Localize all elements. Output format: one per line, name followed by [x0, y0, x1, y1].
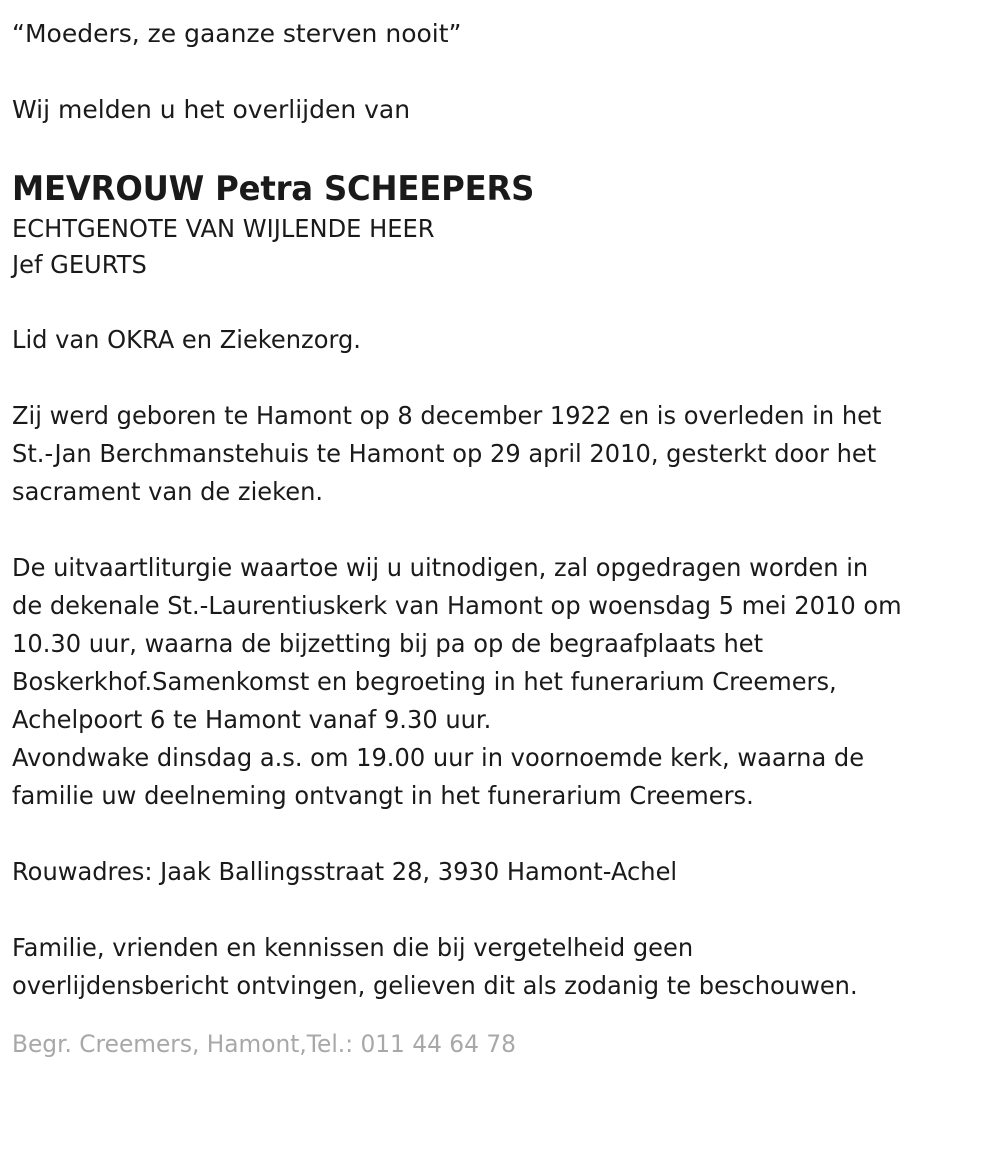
- service-line-1: De uitvaartliturgie waartoe wij u uitnodigen, zal opgedragen worden in: [12, 553, 869, 582]
- deceased-name: MEVROUW Petra SCHEEPERS: [12, 169, 535, 209]
- spacer: [12, 511, 988, 549]
- membership-line: Lid van OKRA en Ziekenzorg.: [12, 325, 361, 354]
- service-line-5: Achelpoort 6 te Hamont vanaf 9.30 uur.: [12, 705, 492, 734]
- service-line-2: de dekenale St.-Laurentiuskerk van Hamont op woensdag 5 mei 2010 om: [12, 591, 902, 620]
- mourning-address: Rouwadres: Jaak Ballingsstraat 28, 3930 Hamont-Achel: [12, 857, 678, 886]
- spacer: [12, 283, 988, 321]
- deceased-relation: ECHTGENOTE VAN WIJLENDE HEER: [12, 214, 435, 243]
- notice-line-1: Familie, vrienden en kennissen die bij vergetelheid geen: [12, 933, 694, 962]
- biography-line-3: sacrament van de zieken.: [12, 477, 324, 506]
- notice-line-2: overlijdensbericht ontvingen, gelieven dit als zodanig te beschouwen.: [12, 971, 858, 1000]
- service-line-3: 10.30 uur, waarna de bijzetting bij pa op de begraafplaats het: [12, 629, 764, 658]
- service-line-4: Boskerkhof.Samenkomst en begroeting in het funerarium Creemers,: [12, 667, 837, 696]
- service-line-6: Avondwake dinsdag a.s. om 19.00 uur in voornoemde kerk, waarna de: [12, 743, 865, 772]
- deceased-spouse: Jef GEURTS: [12, 250, 147, 279]
- epigraph-quote: “Moeders, ze gaanze sterven nooit”: [12, 19, 462, 48]
- spacer: [12, 359, 988, 397]
- spacer: [12, 53, 988, 91]
- biography-line-2: St.-Jan Berchmanstehuis te Hamont op 29 april 2010, gesterkt door het: [12, 439, 877, 468]
- service-line-7: familie uw deelneming ontvangt in het funerarium Creemers.: [12, 781, 754, 810]
- announcement-lead: Wij melden u het overlijden van: [12, 95, 411, 124]
- spacer: [12, 1005, 988, 1027]
- funeral-home-credit: Begr. Creemers, Hamont,Tel.: 011 44 64 78: [12, 1030, 516, 1058]
- spacer: [12, 129, 988, 167]
- spacer: [12, 891, 988, 929]
- spacer: [12, 815, 988, 853]
- biography-line-1: Zij werd geboren te Hamont op 8 december 1922 en is overleden in het: [12, 401, 882, 430]
